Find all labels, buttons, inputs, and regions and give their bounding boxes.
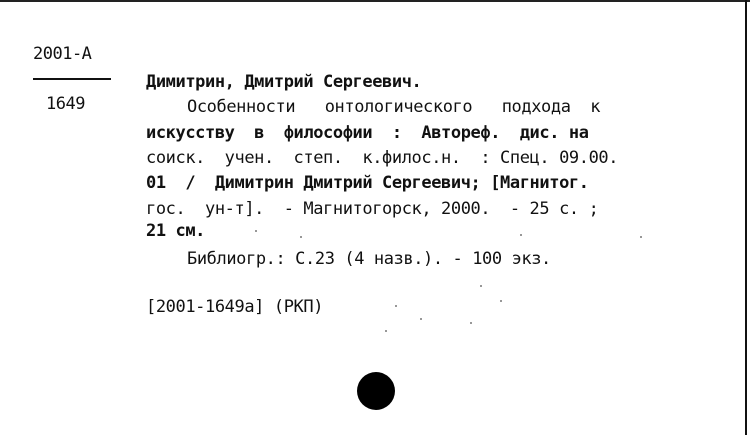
title-line-1: Особенности онтологического подхода к — [187, 97, 601, 117]
publication-line: гос. ун-т]. - Магнитогорск, 2000. - 25 с. ; — [146, 199, 599, 219]
scan-speck — [395, 305, 397, 307]
title-line-3: соиск. учен. степ. к.филос.н. : Спец. 09.00. — [146, 148, 619, 168]
scan-speck — [300, 236, 302, 238]
record-number: [2001-1649а] (РКП) — [146, 297, 324, 317]
scan-speck — [420, 318, 422, 320]
shelf-mark-divider — [33, 78, 111, 80]
call-number: 2001-А — [33, 44, 92, 64]
card-right-edge — [745, 0, 747, 435]
scan-speck — [640, 236, 642, 238]
card-top-edge — [0, 0, 750, 2]
author-heading: Димитрин, Дмитрий Сергеевич. — [146, 72, 422, 92]
inventory-number: 1649 — [46, 94, 85, 114]
responsibility-line: 01 / Димитрин Дмитрий Сергеевич; [Магнитог. — [146, 173, 589, 193]
bibliography-note: Библиогр.: С.23 (4 назв.). - 100 экз. — [187, 249, 551, 269]
scan-speck — [500, 300, 502, 302]
dimensions-line: 21 см. — [146, 221, 206, 241]
scan-speck — [520, 234, 522, 236]
scan-speck — [470, 322, 472, 324]
scan-speck — [255, 230, 257, 232]
punch-hole — [357, 372, 395, 410]
scan-speck — [385, 330, 387, 332]
title-line-2: искусству в философии : Автореф. дис. на — [146, 123, 589, 143]
scan-speck — [480, 285, 482, 287]
